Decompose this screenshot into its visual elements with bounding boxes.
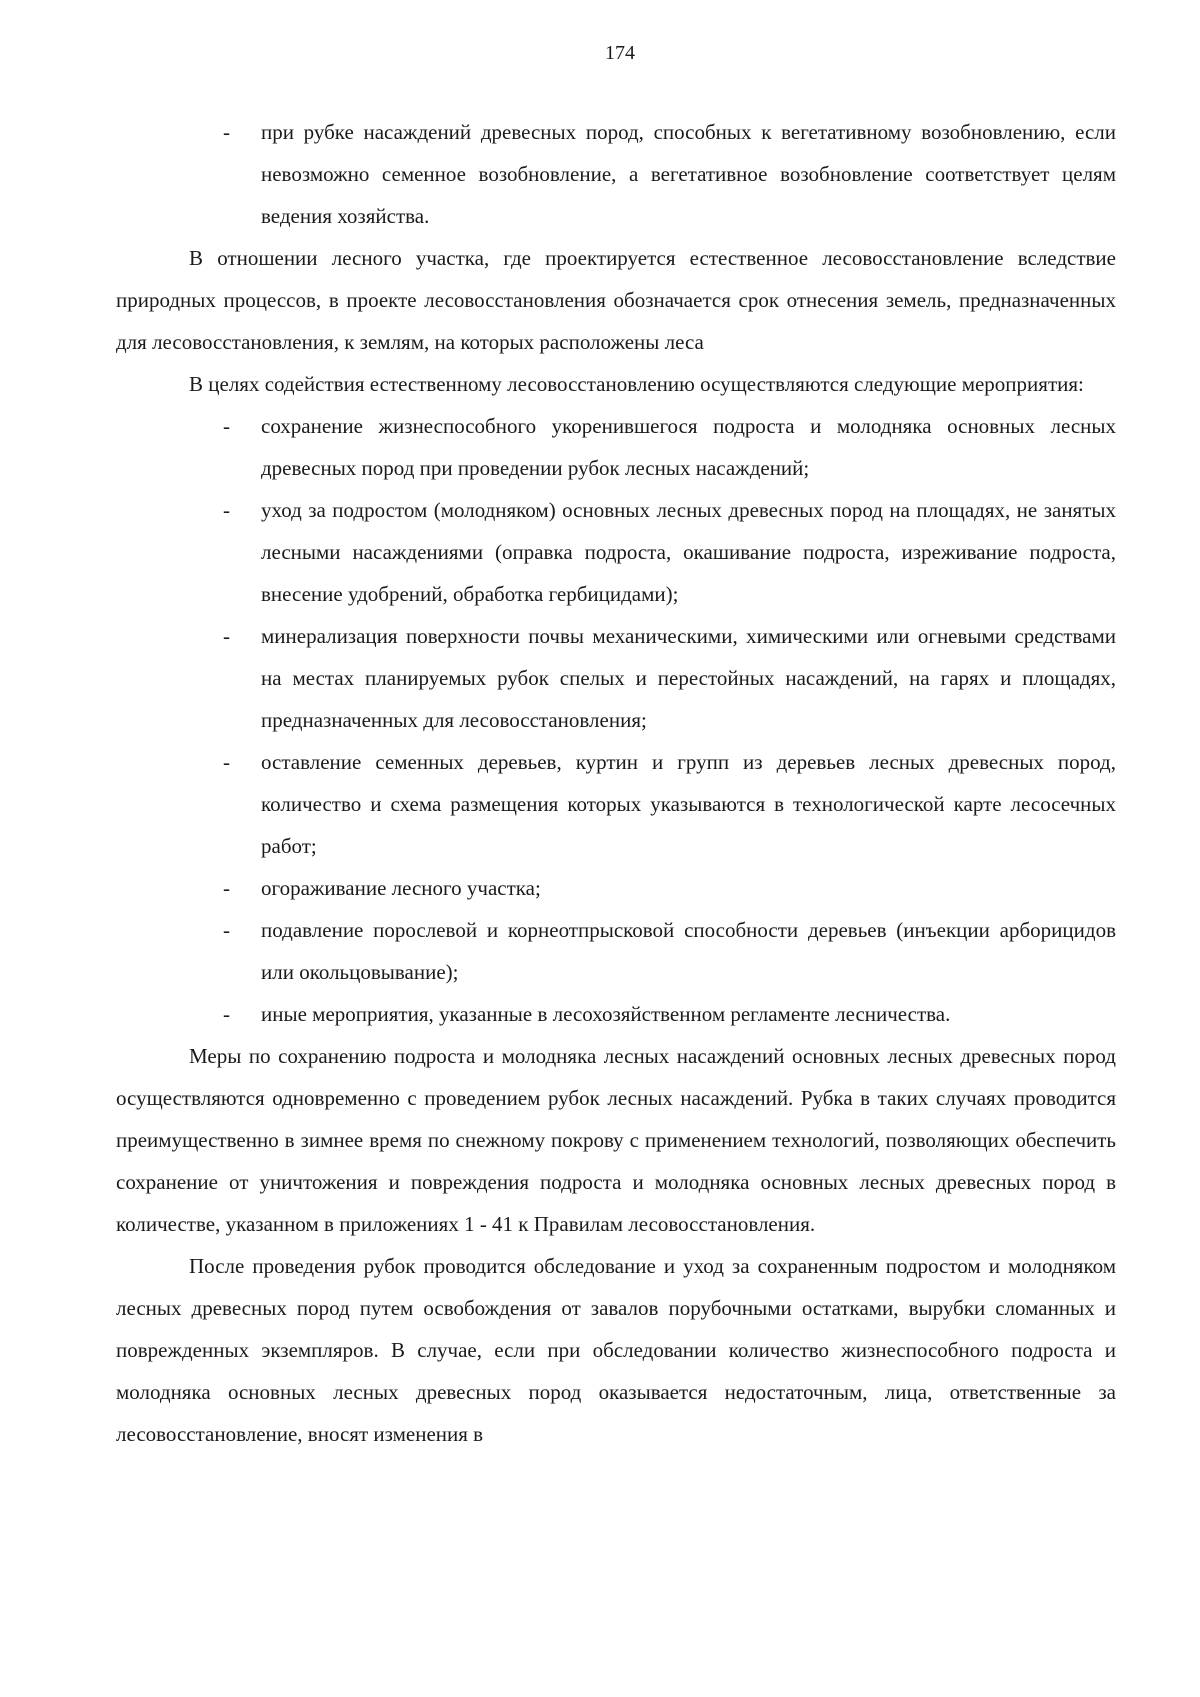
- list-item-text: иные мероприятия, указанные в лесохозяйственном регламенте лесничества.: [261, 1002, 951, 1026]
- list-item-text: подавление порослевой и корнеотпрысковой способности деревьев (инъекции арборицидов или окольцовывание);: [261, 918, 1116, 984]
- paragraph: После проведения рубок проводится обследование и уход за сохраненным подростом и молодняком лесных древесных пород путем освобождения от завалов порубочными остатками, вырубки сломанных и поврежденных экземпляров. В случае, если при обследовании количество жизнеспособного подроста и молодняка основных лесных древесных пород оказывается недостаточным, лица, ответственные за лесовосстановление, вносят изменения в: [116, 1254, 1116, 1446]
- list-item: [116, 993, 1116, 1035]
- paragraph: В целях содействия естественному лесовосстановлению осуществляются следующие мероприятия:: [189, 372, 1084, 396]
- bullet-dash: -: [223, 120, 230, 144]
- paragraph: В отношении лесного участка, где проектируется естественное лесовосстановление вследствие природных процессов, в проекте лесовосстановления обозначается срок отнесения земель, предназначенных для лесовосстановления, к землям, на которых расположены леса: [116, 246, 1116, 354]
- bullet-dash: -: [223, 750, 230, 774]
- list-item: [116, 741, 1116, 867]
- list-item: [116, 111, 1116, 237]
- list-item-text: минерализация поверхности почвы механическими, химическими или огневыми средствами на местах планируемых рубок спелых и перестойных насаждений, на гарях и площадях, предназначенных для лесовосстановления;: [261, 624, 1116, 732]
- paragraph: Меры по сохранению подроста и молодняка лесных насаждений основных лесных древесных пород осуществляются одновременно с проведением рубок лесных насаждений. Рубка в таких случаях проводится преимущественно в зимнее время по снежному покрову с применением технологий, позволяющих обеспечить сохранение от уничтожения и повреждения подроста и молодняка основных лесных древесных пород в количестве, указанном в приложениях 1 - 41 к Правилам лесовосстановления.: [116, 1044, 1116, 1236]
- bullet-dash: -: [223, 1002, 230, 1026]
- page-number: 174: [605, 42, 635, 64]
- document-body: [116, 111, 1116, 1455]
- list-item: [116, 489, 1116, 615]
- list-item-text: огораживание лесного участка;: [261, 876, 541, 900]
- list-item: [116, 909, 1116, 993]
- list-item-text: при рубке насаждений древесных пород, способных к вегетативному возобновлению, если невозможно семенное возобновление, а вегетативное возобновление соответствует целям ведения хозяйства.: [261, 120, 1116, 228]
- bullet-dash: -: [223, 624, 230, 648]
- list-item: [116, 615, 1116, 741]
- list-item-text: оставление семенных деревьев, куртин и групп из деревьев лесных древесных пород, количество и схема размещения которых указываются в технологической карте лесосечных работ;: [261, 750, 1116, 858]
- bullet-dash: -: [223, 918, 230, 942]
- bullet-dash: -: [223, 414, 230, 438]
- bullet-dash: -: [223, 876, 230, 900]
- list-item-text: сохранение жизнеспособного укоренившегося подроста и молодняка основных лесных древесных пород при проведении рубок лесных насаждений;: [261, 414, 1116, 480]
- bullet-dash: -: [223, 498, 230, 522]
- list-item: [116, 405, 1116, 489]
- list-item-text: уход за подростом (молодняком) основных лесных древесных пород на площадях, не занятых лесными насаждениями (оправка подроста, окашивание подроста, изреживание подроста, внесение удобрений, обработка гербицидами);: [261, 498, 1116, 606]
- measures-list: [116, 405, 1116, 1035]
- list-item: [116, 867, 1116, 909]
